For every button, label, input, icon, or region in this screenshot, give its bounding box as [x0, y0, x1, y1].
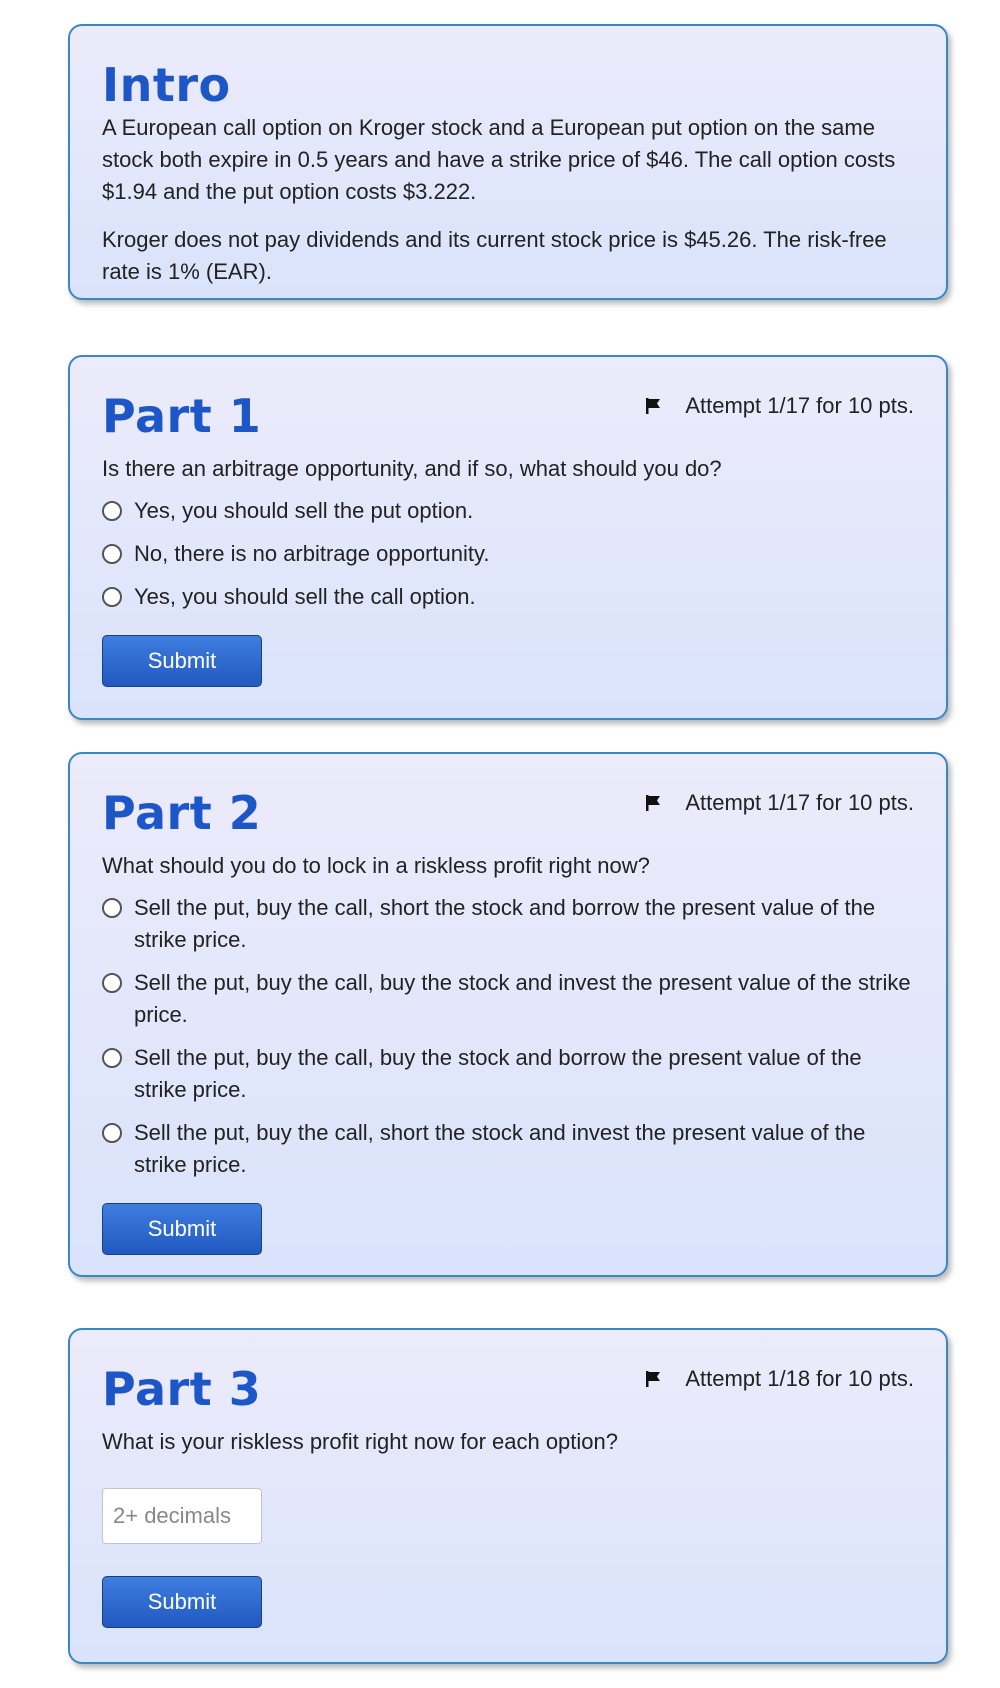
part1-option-2[interactable] — [102, 538, 912, 570]
radio-button[interactable] — [102, 544, 122, 564]
option-label: Sell the put, buy the call, short the stock and borrow the present value of the strike price. — [134, 895, 876, 952]
part3-attempt-info — [643, 1366, 914, 1392]
part2-option-3[interactable] — [102, 1042, 912, 1106]
part1-options — [102, 495, 912, 613]
part2-attempt-text: Attempt 1/17 for 10 pts. — [685, 790, 914, 815]
intro-paragraph-1: A European call option on Kroger stock and a European put option on the same stock both expire in 0.5 years and have a strike price of $46. The call option costs $1.94 and the put option costs $3.222. — [102, 115, 896, 204]
part2-option-2[interactable] — [102, 967, 912, 1031]
part2-options — [102, 892, 912, 1181]
radio-button[interactable] — [102, 501, 122, 521]
part3-submit-button[interactable]: Submit — [102, 1576, 262, 1628]
part2-title: Part 2 — [102, 786, 262, 840]
part2-submit-button[interactable]: Submit — [102, 1203, 262, 1255]
part1-option-1[interactable] — [102, 495, 912, 527]
option-label: Sell the put, buy the call, buy the stock and borrow the present value of the strike price. — [134, 1045, 862, 1102]
part3-title: Part 3 — [102, 1362, 262, 1416]
option-label: Yes, you should sell the call option. — [134, 584, 476, 609]
part2-question: What should you do to lock in a riskless profit right now? — [102, 853, 650, 878]
radio-button[interactable] — [102, 898, 122, 918]
intro-paragraph-2: Kroger does not pay dividends and its current stock price is $45.26. The risk-free rate is 1% (EAR). — [102, 227, 887, 284]
part2-option-1[interactable] — [102, 892, 912, 956]
option-label: Yes, you should sell the put option. — [134, 498, 474, 523]
part1-title: Part 1 — [102, 389, 262, 443]
option-label: No, there is no arbitrage opportunity. — [134, 541, 490, 566]
radio-button[interactable] — [102, 1048, 122, 1068]
part1-card — [68, 355, 948, 720]
part1-submit-button[interactable]: Submit — [102, 635, 262, 687]
flag-icon — [643, 396, 663, 416]
radio-button[interactable] — [102, 587, 122, 607]
part1-question: Is there an arbitrage opportunity, and if so, what should you do? — [102, 456, 722, 481]
part2-attempt-info — [643, 790, 914, 816]
part2-card — [68, 752, 948, 1277]
part1-attempt-text: Attempt 1/17 for 10 pts. — [685, 393, 914, 418]
answer-input[interactable] — [102, 1488, 262, 1544]
radio-button[interactable] — [102, 973, 122, 993]
flag-icon — [643, 1369, 663, 1389]
part3-card — [68, 1328, 948, 1664]
part1-option-3[interactable] — [102, 581, 912, 613]
part1-attempt-info — [643, 393, 914, 419]
option-label: Sell the put, buy the call, short the stock and invest the present value of the strike price. — [134, 1120, 866, 1177]
part2-option-4[interactable] — [102, 1117, 912, 1181]
intro-title: Intro — [102, 58, 231, 112]
option-label: Sell the put, buy the call, buy the stock and invest the present value of the strike price. — [134, 970, 911, 1027]
part3-attempt-text: Attempt 1/18 for 10 pts. — [685, 1366, 914, 1391]
radio-button[interactable] — [102, 1123, 122, 1143]
flag-icon — [643, 793, 663, 813]
intro-card — [68, 24, 948, 300]
part3-question: What is your riskless profit right now for each option? — [102, 1429, 619, 1454]
